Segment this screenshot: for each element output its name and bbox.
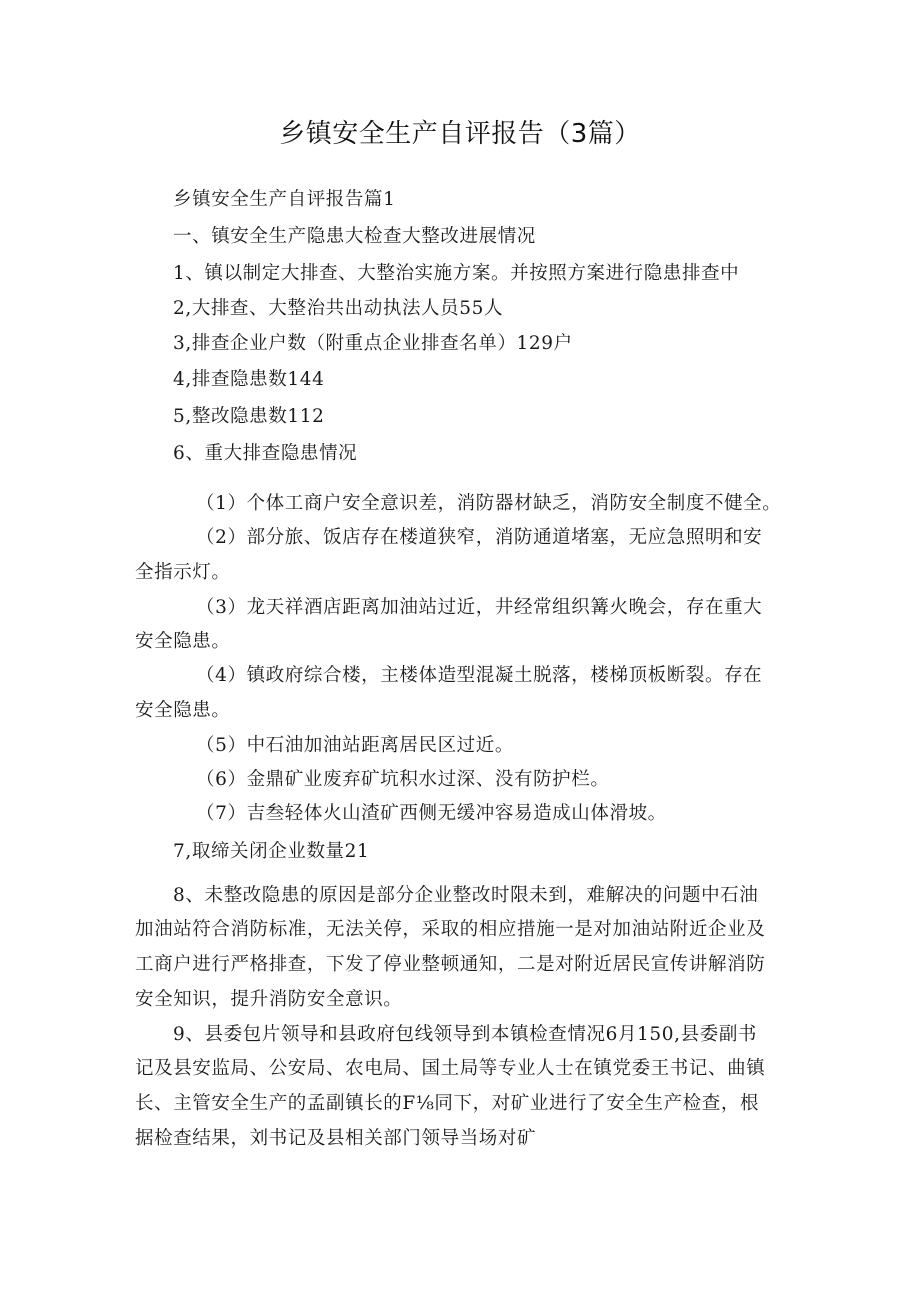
list-item: （7）吉叁轻体火山渣矿西侧无缓冲容易造成山体滑坡。 (196, 803, 667, 824)
list-item: （6）金鼎矿业废弃矿坑积水过深、没有防护栏。 (196, 769, 610, 790)
paragraph-line: 工商户进行严格排查，下发了停业整顿通知，二是对附近居民宣传讲解消防 (135, 954, 766, 975)
list-item: （3）龙天祥酒店距离加油站过近，井经常组织篝火晚会，存在重大 (196, 597, 763, 618)
paragraph-line: 4,排查隐患数144 (173, 369, 325, 390)
list-item-continuation: 安全隐患。 (135, 631, 231, 652)
paragraph-line: 2,大排查、大整治共出动执法人员55人 (173, 298, 504, 319)
list-item: （2）部分旅、饭店存在楼道狭窄，消防通道堵塞，无应急照明和安 (196, 527, 763, 548)
paragraph-line: 记及县安监局、公安局、农电局、国土局等专业人士在镇党委王书记、曲镇 (135, 1058, 766, 1079)
paragraph-line: 8、未整改隐患的原因是部分企业整改时限未到，难解决的问题中石油 (173, 885, 759, 906)
paragraph-line: 安全知识，提升消防安全意识。 (135, 989, 403, 1010)
document-title: 乡镇安全生产自评报告（3篇） (279, 119, 641, 149)
paragraph-line: 3,排查企业户数（附重点企业排查名单）129户 (173, 333, 573, 354)
section-heading: 乡镇安全生产自评报告篇1 (173, 189, 396, 210)
paragraph-line: 加油站符合消防标准，无法关停，采取的相应措施一是对加油站附近企业及 (135, 919, 766, 940)
list-item: （4）镇政府综合楼，主楼体造型混凝土脱落，楼梯顶板断裂。存在 (196, 665, 763, 686)
subsection-heading: 一、镇安全生产隐患大检查大整改进展情况 (173, 226, 536, 247)
paragraph-line: 6、重大排查隐患情况 (173, 443, 358, 464)
paragraph-line: 5,整改隐患数112 (173, 406, 325, 427)
paragraph-line: 长、主管安全生产的孟副镇长的F⅛同下，对矿业进行了安全生产检查，根 (135, 1093, 760, 1114)
paragraph-line: 1、镇以制定大排查、大整治实施方案。并按照方案进行隐患排查中 (173, 263, 740, 284)
paragraph-line: 据检查结果，刘书记及县相关部门领导当场对矿 (135, 1128, 537, 1149)
list-item: （5）中石油加油站距离居民区过近。 (196, 735, 514, 756)
list-item-continuation: 全指示灯。 (135, 562, 231, 583)
paragraph-line: 7,取缔关闭企业数量21 (173, 841, 370, 862)
list-item: （1）个体工商户安全意识差，消防器材缺乏，消防安全制度不健全。 (196, 493, 782, 514)
paragraph-line: 9、县委包片领导和县政府包线领导到本镇检查情况6月150,县委副书 (173, 1024, 758, 1045)
list-item-continuation: 安全隐患。 (135, 700, 231, 721)
